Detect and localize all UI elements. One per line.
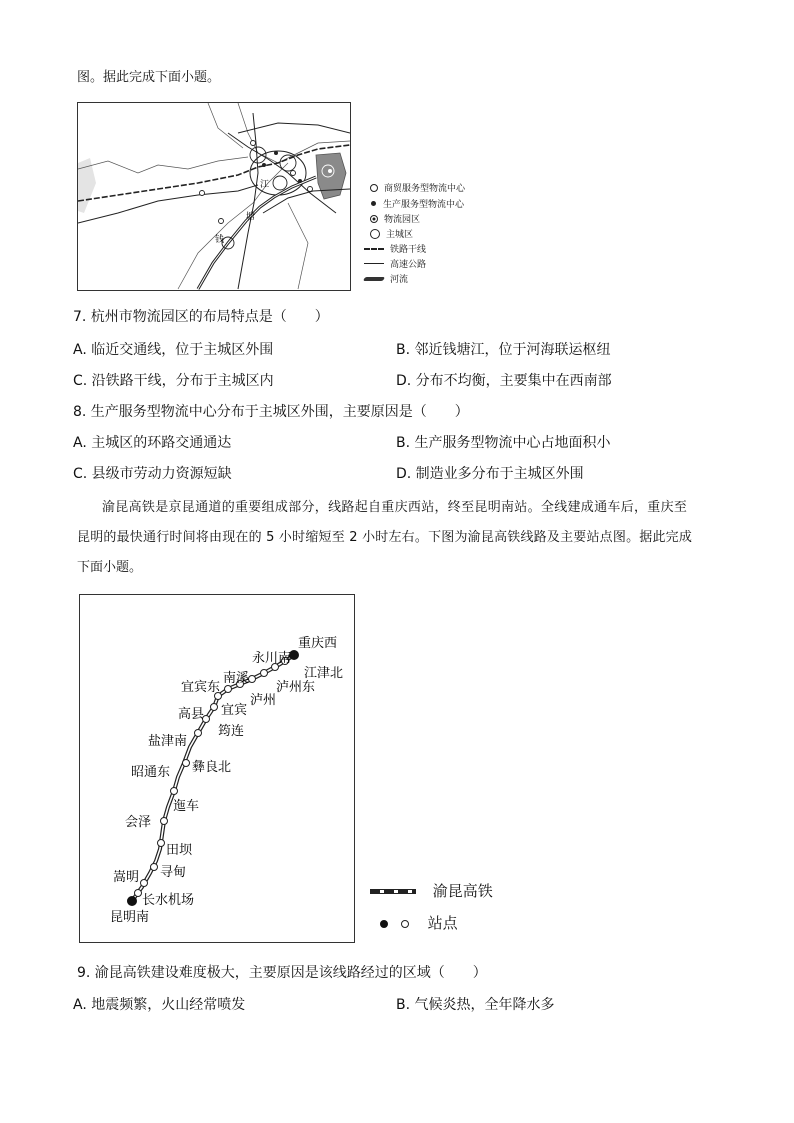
- station-label: 南溪: [223, 671, 250, 686]
- legend-label: 商贸服务型物流中心: [384, 184, 466, 194]
- q8-option-a[interactable]: A. 主城区的环路交通通达: [73, 435, 232, 451]
- station-label: 昆明南: [110, 910, 150, 925]
- legend-item-trade-center: [370, 181, 465, 194]
- passage-line-1: 渝昆高铁是京昆通道的重要组成部分，线路起自重庆西站，终至昆明南站。全线建成通车后，重庆至: [102, 500, 688, 515]
- q8-option-b[interactable]: B. 生产服务型物流中心占地面积小: [396, 435, 611, 451]
- legend-item-station: [380, 912, 458, 933]
- q8-option-c[interactable]: C. 县级市劳动力资源短缺: [73, 466, 232, 482]
- station-label: 迤车: [173, 799, 200, 814]
- legend-item-main-city: [370, 227, 413, 240]
- solid-dot-icon: [371, 201, 376, 206]
- legend-item-railway: [364, 242, 426, 255]
- q9-stem: 9. 渝昆高铁建设难度极大，主要原因是该线路经过的区域（ ）: [77, 965, 487, 981]
- map1-label-jiang: 江: [260, 180, 270, 190]
- legend-label: 物流园区: [384, 215, 421, 225]
- q7-option-b[interactable]: B. 邻近钱塘江，位于河海联运枢纽: [396, 342, 611, 358]
- hangzhou-map-drawing: [78, 103, 350, 290]
- park-icon: [370, 215, 378, 223]
- yukun-map-drawing: [80, 595, 354, 942]
- circle-icon: [370, 229, 380, 239]
- highway-icon: [364, 263, 384, 264]
- legend-label: 铁路干线: [390, 245, 427, 255]
- station-label: 彝良北: [192, 760, 232, 775]
- q9-option-a[interactable]: A. 地震频繁，火山经常喷发: [73, 997, 246, 1013]
- map1-label-qian: 钱: [215, 235, 225, 245]
- station-label: 会泽: [125, 815, 152, 830]
- station-label: 盐津南: [148, 734, 188, 749]
- legend-item-river: [364, 272, 408, 285]
- station-solid-icon: [380, 920, 388, 928]
- legend-item-yukun-railway: [370, 880, 493, 901]
- yukun-railway-map: [79, 594, 355, 943]
- map1-legend: [370, 181, 530, 291]
- passage-line-3: 下面小题。: [77, 560, 143, 575]
- station-label: 宜宾: [221, 703, 248, 718]
- station-label: 高县: [178, 707, 205, 722]
- railway-line-icon: [370, 889, 416, 894]
- q7-option-c[interactable]: C. 沿铁路干线，分布于主城区内: [73, 373, 274, 389]
- legend-label: 站点: [427, 914, 458, 932]
- intro-tail: 图。据此完成下面小题。: [77, 70, 221, 85]
- map2-legend: [370, 880, 510, 935]
- station-label: 长水机场: [142, 893, 195, 908]
- legend-label: 生产服务型物流中心: [383, 200, 465, 210]
- legend-item-production-center: [370, 197, 464, 210]
- station-label: 昭通东: [131, 765, 171, 780]
- station-label: 泸州: [250, 693, 277, 708]
- station-label: 嵩明: [113, 870, 140, 885]
- station-label: 宜宾东: [181, 680, 221, 695]
- legend-label: 主城区: [386, 230, 414, 240]
- q7-option-d[interactable]: D. 分布不均衡，主要集中在西南部: [396, 373, 612, 389]
- station-hollow-icon: [401, 920, 409, 928]
- legend-label: 河流: [390, 275, 409, 285]
- legend-item-park: [370, 212, 420, 225]
- station-label: 寻甸: [160, 865, 187, 880]
- legend-label: 高速公路: [390, 260, 427, 270]
- legend-label: 渝昆高铁: [432, 882, 493, 900]
- hollow-dot-icon: [370, 184, 378, 192]
- station-label: 永川南: [252, 651, 292, 666]
- station-label: 筠连: [218, 724, 245, 739]
- q7-stem: 7. 杭州市物流园区的布局特点是（ ）: [73, 309, 329, 325]
- river-icon: [363, 277, 385, 281]
- station-label: 重庆西: [298, 636, 338, 651]
- map1-label-tang: 塘: [246, 212, 256, 222]
- q8-stem: 8. 生产服务型物流中心分布于主城区外围，主要原因是（ ）: [73, 404, 469, 420]
- station-label: 泸州东: [276, 680, 316, 695]
- passage-line-2: 昆明的最快通行时间将由现在的 5 小时缩短至 2 小时左右。下图为渝昆高铁线路及主要站点图。据此完成: [77, 530, 693, 545]
- q9-option-b[interactable]: B. 气候炎热，全年降水多: [396, 997, 555, 1013]
- railway-icon: [364, 248, 384, 250]
- station-label: 田坝: [166, 843, 193, 858]
- legend-item-highway: [364, 257, 426, 270]
- hangzhou-logistics-map: [77, 102, 351, 291]
- q7-option-a[interactable]: A. 临近交通线，位于主城区外围: [73, 342, 274, 358]
- q8-option-d[interactable]: D. 制造业多分布于主城区外围: [396, 466, 584, 482]
- station-label: 江津北: [304, 666, 344, 681]
